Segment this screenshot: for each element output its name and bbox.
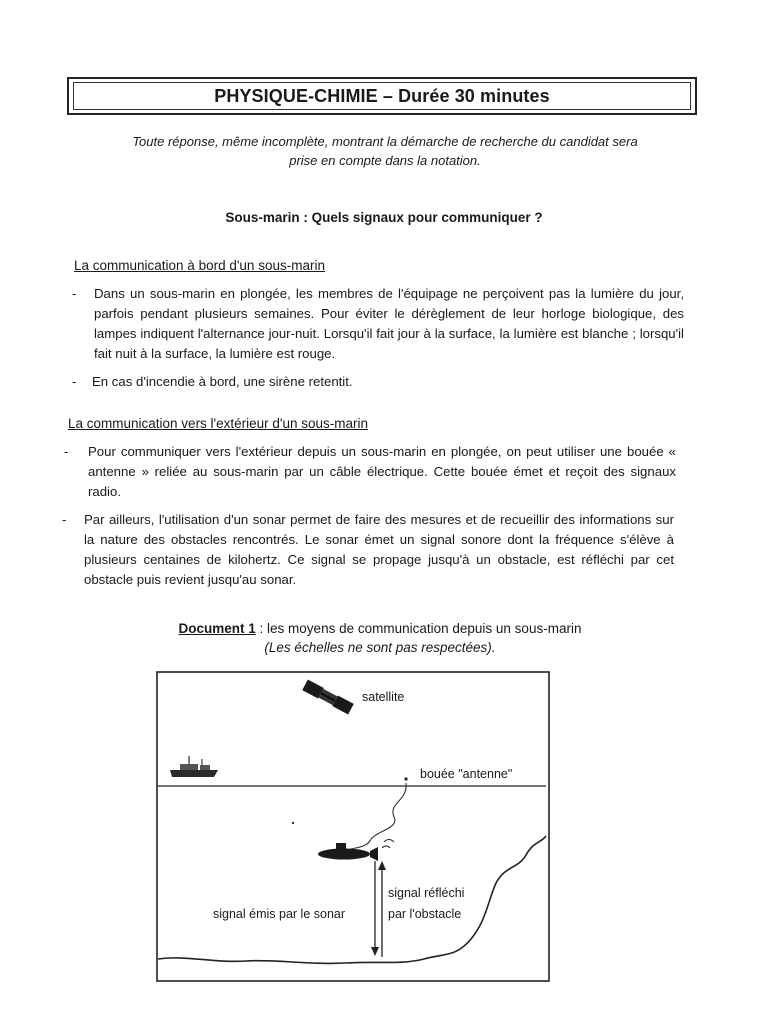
diagram-frame: [157, 672, 549, 981]
bullet-dash: -: [72, 286, 77, 301]
emitted-signal-arrow: [371, 861, 379, 956]
intro-text: [80, 132, 690, 170]
debris-dot: [292, 822, 294, 824]
title-box: [67, 77, 697, 115]
document-caption: [100, 619, 660, 657]
document-note: (Les échelles ne sont pas respectées).: [264, 640, 496, 655]
section2-heading: La communication vers l'extérieur d'un sous-marin: [68, 416, 369, 431]
document-caption-text: : les moyens de communication depuis un sous-marin: [255, 621, 582, 636]
emitted-signal-label: signal émis par le sonar: [213, 907, 346, 921]
bullet-dash: -: [64, 444, 69, 459]
buoy-cable: [346, 783, 406, 851]
ship-icon: [170, 756, 218, 777]
bullet-text: Pour communiquer vers l'extérieur depuis un sous-marin en plongée, on peut utiliser une bouée « antenne » reliée au sous-marin par un câble électrique. Cette bouée émet et reçoit des signaux radio.: [88, 444, 676, 499]
intro-line-1: Toute réponse, même incomplète, montrant la démarche de recherche du candidat sera: [132, 134, 638, 149]
bullet-dash: -: [72, 374, 77, 389]
buoy-icon: [404, 777, 407, 780]
buoy-label: bouée "antenne": [420, 767, 513, 781]
communication-diagram: [156, 671, 551, 983]
satellite-icon: [302, 679, 354, 714]
sonar-wave-icon: [382, 840, 394, 849]
intro-line-2: prise en compte dans la notation.: [289, 153, 481, 168]
satellite-label: satellite: [362, 690, 405, 704]
bullet-text: En cas d'incendie à bord, une sirène retentit.: [92, 374, 353, 389]
submarine-icon: [318, 843, 378, 861]
bullet-text: Par ailleurs, l'utilisation d'un sonar permet de faire des mesures et de recueillir des informations sur la nature des obstacles rencontrés. Le sonar émet un signal sonore dont la fréquence s'élève à plusieurs centaines de kilohertz. Ce signal se propage jusqu'à un obstacle, est réfléchi par cet obstacle puis revient jusqu'au sonar.: [84, 512, 674, 587]
subtitle: Sous-marin : Quels signaux pour communiquer ?: [225, 210, 543, 225]
page-title: PHYSIQUE-CHIMIE – Durée 30 minutes: [73, 82, 691, 110]
reflected-signal-label-line2: par l'obstacle: [388, 907, 462, 921]
reflected-signal-label-line1: signal réfléchi: [388, 886, 465, 900]
document-label: Document 1: [178, 621, 256, 636]
diagram-svg: [156, 671, 551, 983]
section1-heading: La communication à bord d'un sous-marin: [74, 258, 325, 273]
reflected-signal-arrow: [378, 861, 386, 957]
bullet-dash: -: [62, 512, 67, 527]
bullet-text: Dans un sous-marin en plongée, les membres de l'équipage ne perçoivent pas la lumière du jour, parfois pendant plusieurs semaines. Pour éviter le dérèglement de leur horloge biologique, des lampes indiquent l'alternance jour-nuit. Lorsqu'il fait jour à la surface, la lumière est blanche ; lorsqu'il fait nuit à la surface, la lumière est rouge.: [94, 286, 684, 361]
